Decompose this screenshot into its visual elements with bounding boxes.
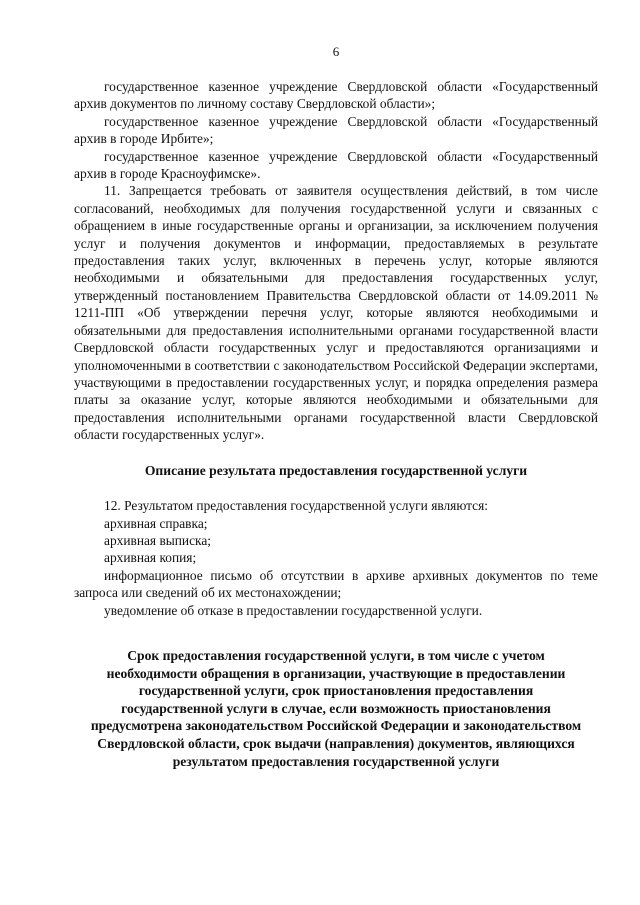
agency-list [74,78,598,444]
page-number: 6 [332,44,340,59]
paragraph-agency-irbit-archive: государственное казенное учреждение Свердловской области «Государственный архив в городе Ирбите»; [74,113,598,147]
heading-service-terms: Срок предоставления государственной услуги, в том числе с учетом необходимости обращения в организации, участвующие в предоставлении государственной услуги, срок приостановления предоставления государственной услуги в случае, если возможность приостановления предусмотрена законодательством Российской Федерации и законодательством Свердловской области, срок выдачи (направления) документов, являющихся результатом предоставления государственной услуги [90,647,582,769]
list-item-archive-copy: архивная копия; [104,550,197,566]
paragraph-clause-12: 12. Результатом предоставления государственной услуги являются: [104,498,489,514]
result-list [74,497,598,619]
paragraph-clause-11: 11. Запрещается требовать от заявителя осуществления действий, в том числе согласований, необходимых для получения государственной услуги и связанных с обращением в иные государственные органы и организации, за исключением получения услуг и получения документов и информации, предоставляемых в результате предоставления таких услуг, включенных в перечень услуг, которые являются необходимыми и обязательными для предоставления государственных услуг, утвержденный постановлением Правительства Свердловской области от 14.09.2011 № 1211-ПП «Об утверждении перечня услуг, которые являются необходимыми и обязательными для предоставления исполнительными органами государственной власти Свердловской области государственных услуг и предоставляются организациями и уполномоченными в соответствии с законодательством Российской Федерации экспертами, участвующими в предоставлении государственных услуг, и порядка определения размера платы за оказание услуг, которые являются необходимыми и обязательными для предоставления исполнительными органами государственной власти Свердловской области государственных услуг». [74,183,598,443]
heading-service-result: Описание результата предоставления государственной услуги [144,462,528,478]
list-item-archive-certificate: архивная справка; [104,515,208,531]
list-item-refusal-notice: уведомление об отказе в предоставлении государственной услуги. [104,602,483,618]
paragraph-agency-krasnoufimsk-archive: государственное казенное учреждение Свердловской области «Государственный архив в городе Красноуфимске». [74,148,598,182]
list-item-information-letter: информационное письмо об отсутствии в архиве архивных документов по теме запроса или сведений об их местонахождении; [74,567,598,601]
list-item-archive-extract: архивная выписка; [104,532,212,548]
paragraph-agency-personnel-archive: государственное казенное учреждение Свердловской области «Государственный архив документов по личному составу Свердловской области»; [74,79,598,112]
